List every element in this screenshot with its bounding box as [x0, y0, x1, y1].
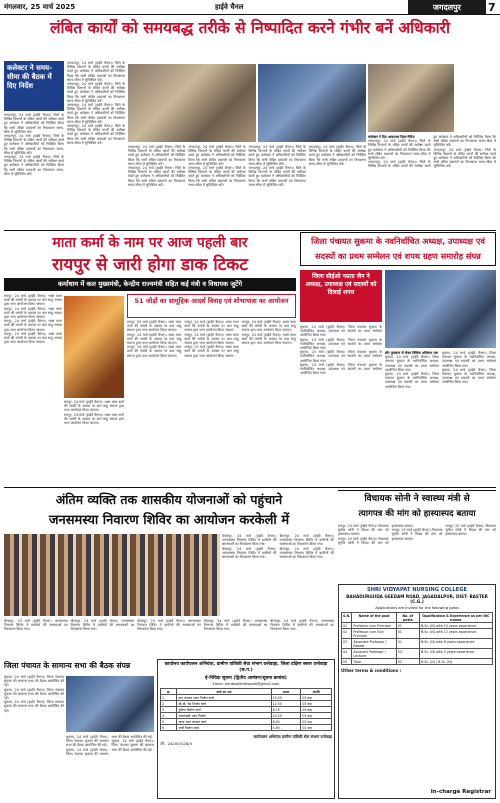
- story2-subhead: कर्माधाम में कल मुख्यमंत्री, केन्द्रीय राज्यमंत्री सहित कई मंत्री व विधायक जुटेंगे: [4, 278, 296, 291]
- story1-photo-3: [368, 64, 454, 132]
- story3-headline-line1: जिला पंचायत सुकमा के नवनिर्वाचित अध्यक्ष, उपाध्यक्ष एवं: [311, 236, 485, 246]
- table-row: 1 ग्राम पंचायत भवन निर्माण कार्य 15.00 03 माह: [161, 695, 332, 701]
- story5-headline-line2: त्यागपत्र की मांग को हास्यास्पद बताया: [358, 509, 476, 519]
- story3-photo: [385, 270, 496, 348]
- page-number: 7: [488, 1, 496, 14]
- story1-photo-2: [258, 64, 366, 142]
- table-header: लागत: [271, 689, 301, 695]
- story6-body-col2: सुकमा, 24 मार्च (हाईवे चैनल)। जिला पंचायत सुकमा की सामान्य सभा की बैठक आयोजित की गई। सुकमा, 24 मार्च (हाईवे चैनल)। जिला पंचायत सुकमा की सामान्य सभा की बैठक आयोजित की गई। सुकमा, 24 मार्च (हाईवे चैनल)। जिला पंचायत सुकमा की सामान्य सभा की बैठक आयोजित की गई।: [66, 735, 154, 756]
- story2-title-line2: रायपुर से जारी होगा डाक टिकट: [52, 255, 248, 275]
- story2-body-col2: रायपुर, 24 मार्च (हाईवे चैनल)। भक्त माता कर्मा की जयंती के अवसर पर कल साहू समाज द्वारा भव्य आयोजन किया जाएगा। रायपुर, 24 मार्च (हाईवे चैनल)। भक्त माता कर्मा की जयंती के अवसर पर कल साहू समाज द्वारा भव्य आयोजन किया जाएगा।: [64, 400, 124, 426]
- table-row: 5 शाला भवन मरम्मत कार्य 6.40 02 माह: [161, 719, 332, 725]
- table-row: 4 आंगनबाड़ी भवन निर्माण 10.20 03 माह: [161, 713, 332, 719]
- edition-city: जगदलपुर: [408, 0, 486, 15]
- story1-body-col1: जगदलपुर, 24 मार्च (हाईवे चैनल)। जिले के विभिन्न विभागों के लंबित कार्यों की समीक्षा करते हुए कलेक्टर ने अधिकारियों को निर्देशित किया कि सभी लंबित प्रकरणों का निराकरण समय-सीमा में सुनिश्चित करें। जगदलपुर, 24 मार्च (हाईवे चैनल)। जिले के विभिन्न विभागों के लंबित कार्यों की समीक्षा करते हुए कलेक्टर ने अधिकारियों को निर्देशित किया कि सभी लंबित प्रकरणों का निराकरण समय-सीमा में सुनिश्चित करें। जगदलपुर, 24 मार्च (हाईवे चैनल)। जिले के विभिन्न विभागों के लंबित कार्यों की समीक्षा करते हुए कलेक्टर ने अधिकारियों को निर्देशित किया कि सभी लंबित प्रकरणों का निराकरण समय-सीमा में सुनिश्चित करें।: [4, 113, 64, 176]
- story2-photo-idol: [64, 296, 124, 398]
- story4-body-bottom: बीजापुर, 24 मार्च (हाईवे चैनल)। जनसमस्या निवारण शिविर में ग्रामीणों की समस्याओं का निराकरण किया गया। बीजापुर, 24 मार्च (हाईवे चैनल)। जनसमस्या निवारण शिविर में ग्रामीणों की समस्याओं का निराकरण किया गया। बीजापुर, 24 मार्च (हाईवे चैनल)। जनसमस्या निवारण शिविर में ग्रामीणों की समस्याओं का निराकरण किया गया। बीजापुर, 24 मार्च (हाईवे चैनल)। जनसमस्या निवारण शिविर में ग्रामीणों की समस्याओं का निराकरण किया गया। बीजापुर, 24 मार्च (हाईवे चैनल)। जनसमस्या निवारण शिविर में ग्रामीणों की समस्याओं का निराकरण किया गया।: [4, 619, 334, 632]
- tender-ref: जी - 24200/128/4: [160, 741, 192, 746]
- ad-notice: Applications are invited for the following posts: [375, 606, 459, 610]
- story3-headline-box: [300, 232, 496, 266]
- ad-college-name: SHRI VIDYAPAT NURSING COLLEGE: [366, 587, 468, 593]
- table-header: Name of the post: [352, 613, 397, 623]
- divider: [4, 230, 496, 231]
- tender-office: कार्यालय कार्यपालन अभियंता, ग्रामीण यांत्रिकी सेवा संभाग दन्तेवाड़ा, जिला दक्षिण बस्तर दन्तेवाड़ा (छ.ग.): [164, 662, 328, 673]
- ad-other-terms: Other terms & conditions :: [341, 668, 402, 673]
- tender-title: ई-निविदा सूचना (द्वितीय आमंत्रण/सूचना क्रमांक): [205, 676, 287, 681]
- ad-posts-table: [341, 612, 493, 665]
- story4-headline-line2: जनसमस्या निवारण शिविर का आयोजन करकेली में: [48, 513, 290, 528]
- story1-body-right: कलेक्टर ने दिए आवश्यक दिशा-निर्देश जगदलपुर, 24 मार्च (हाईवे चैनल)। जिले के विभिन्न विभागों के लंबित कार्यों की समीक्षा करते हुए कलेक्टर ने अधिकारियों को निर्देशित किया कि सभी लंबित प्रकरणों का निराकरण समय-सीमा में सुनिश्चित करें। जगदलपुर, 24 मार्च (हाईवे चैनल)। जिले के विभिन्न विभागों के लंबित कार्यों की समीक्षा करते हुए कलेक्टर ने अधिकारियों को निर्देशित किया कि सभी लंबित प्रकरणों का निराकरण समय-सीमा में सुनिश्चित करें। जगदलपुर, 24 मार्च (हाईवे चैनल)। जिले के विभिन्न विभागों के लंबित कार्यों की समीक्षा करते हुए कलेक्टर ने अधिकारियों को निर्देशित किया कि सभी लंबित प्रकरणों का निराकरण समय-सीमा में सुनिश्चित करें।: [368, 135, 496, 169]
- story1-headline: लंबित कार्यों को समयबद्ध तरीके से निष्पादित करने गंभीर बनें अधिकारी: [49, 19, 450, 37]
- table-row: 02 Professor cum Vice Principal 01 M.Sc. (N) with 12 years experience: [342, 629, 493, 639]
- story1-photo-1: [128, 64, 256, 142]
- table-header: S.N.: [342, 613, 352, 623]
- story6-photo: [66, 676, 154, 732]
- masthead: [0, 0, 500, 15]
- story4-headline-line1: अंतिम व्यक्ति तक शासकीय योजनाओं को पहुंचाने: [55, 492, 283, 507]
- story2-highlight: 51 जोड़ों का सामूहिक आदर्श विवाह एवं शोभायात्रा का आयोजन: [127, 294, 296, 318]
- nursing-college-ad: [338, 584, 496, 799]
- table-row: 3 पुलिया निर्माण कार्य 8.75 04 माह: [161, 707, 332, 713]
- story2-title-line1: माता कर्मा के नाम पर आज पहली बार: [52, 235, 248, 251]
- tender-table: [160, 688, 332, 731]
- tender-email: Email: eerdesdantewada@gmail.com: [212, 682, 280, 686]
- story5-headline-line1: विधायक सोनी ने स्वास्थ्य मंत्री से: [338, 490, 496, 506]
- story1-body-main: जगदलपुर, 24 मार्च (हाईवे चैनल)। जिले के विभिन्न विभागों के लंबित कार्यों की समीक्षा करते हुए कलेक्टर ने अधिकारियों को निर्देशित किया कि सभी लंबित प्रकरणों का निराकरण समय-सीमा में सुनिश्चित करें। जगदलपुर, 24 मार्च (हाईवे चैनल)। जिले के विभिन्न विभागों के लंबित कार्यों की समीक्षा करते हुए कलेक्टर ने अधिकारियों को निर्देशित किया कि सभी लंबित प्रकरणों का निराकरण समय-सीमा में सुनिश्चित करें। जगदलपुर, 24 मार्च (हाईवे चैनल)। जिले के विभिन्न विभागों के लंबित कार्यों की समीक्षा करते हुए कलेक्टर ने अधिकारियों को निर्देशित किया कि सभी लंबित प्रकरणों का निराकरण समय-सीमा में सुनिश्चित करें। जगदलपुर, 24 मार्च (हाईवे चैनल)। जिले के विभिन्न विभागों के लंबित कार्यों की समीक्षा करते हुए कलेक्टर ने अधिकारियों को निर्देशित किया कि सभी लंबित प्रकरणों का निराकरण समय-सीमा में सुनिश्चित करें। जगदलपुर, 24 मार्च (हाईवे चैनल)। जिले के विभिन्न विभागों के लंबित कार्यों की समीक्षा करते हुए कलेक्टर ने अधिकारियों को निर्देशित किया कि सभी लंबित प्रकरणों का निराकरण समय-सीमा में सुनिश्चित करें। जगदलपुर, 24 मार्च (हाईवे चैनल)। जिले के विभिन्न विभागों के लंबित कार्यों की समीक्षा करते हुए कलेक्टर ने अधिकारियों को निर्देशित किया कि सभी लंबित प्रकरणों का निराकरण समय-सीमा में सुनिश्चित करें। जगदलपुर, 24 मार्च (हाईवे चैनल)। जिले के विभिन्न विभागों के लंबित कार्यों की समीक्षा करते हुए कलेक्टर ने अधिकारियों को निर्देशित किया कि सभी लंबित प्रकरणों का निराकरण समय-सीमा में सुनिश्चित करें।: [128, 145, 366, 187]
- story5-body: रायपुर, 25 मार्च (हाईवे चैनल)। विधायक सुनील सोनी ने विपक्ष की मांग को हास्यास्पद बताया। रायपुर, 25 मार्च (हाईवे चैनल)। विधायक सुनील सोनी ने विपक्ष की मांग को हास्यास्पद बताया। रायपुर, 25 मार्च (हाईवे चैनल)। विधायक सुनील सोनी ने विपक्ष की मांग को हास्यास्पद बताया। रायपुर, 25 मार्च (हाईवे चैनल)। विधायक सुनील सोनी ने विपक्ष की मांग को हास्यास्पद बताया।: [338, 524, 496, 545]
- story3-body-col2: सौर पुरस्कार से लेकर विधिक अधिकार तक सुकमा, 24 मार्च (हाईवे चैनल)। जिला पंचायत सुकमा के नवनिर्वाचित अध्यक्ष, उपाध्यक्ष एवं सदस्यों का प्रथम सम्मेलन आयोजित किया गया। सुकमा, 24 मार्च (हाईवे चैनल)। जिला पंचायत सुकमा के नवनिर्वाचित अध्यक्ष, उपाध्यक्ष एवं सदस्यों का प्रथम सम्मेलन आयोजित किया गया। सुकमा, 24 मार्च (हाईवे चैनल)। जिला पंचायत सुकमा के नवनिर्वाचित अध्यक्ष, उपाध्यक्ष एवं सदस्यों का प्रथम सम्मेलन आयोजित किया गया। सुकमा, 24 मार्च (हाईवे चैनल)। जिला पंचायत सुकमा के नवनिर्वाचित अध्यक्ष, उपाध्यक्ष एवं सदस्यों का प्रथम सम्मेलन आयोजित किया गया।: [385, 351, 496, 389]
- ad-signature: In-charge Registrar: [430, 789, 491, 795]
- story4-photo: [4, 534, 220, 616]
- table-row: 05 Tutor 02 M.Sc. (N) / B.Sc. (N): [342, 659, 493, 665]
- tender-signature: कार्यपालन अभियंता ग्रामीण यांत्रिकी सेवा संभाग दन्तेवाड़ा: [253, 734, 332, 739]
- table-header: कार्य का नाम: [177, 689, 271, 695]
- table-row: 2 सी.सी. रोड निर्माण कार्य 12.50 03 माह: [161, 701, 332, 707]
- story6-headline: जिला पंचायत के सामान्य सभा की बैठक संपन्न: [4, 661, 131, 670]
- table-header: क्र.: [161, 689, 177, 695]
- issue-date: मंगलवार, 25 मार्च 2025: [4, 3, 76, 11]
- ad-college-address: BAHADURGUDA GEEDAM ROAD, JAGADALPUR, DIST- BASTER (C.G.): [346, 594, 488, 604]
- table-row: 01 Professor cum Principal 01 M.Sc. (N) with 15 years experience: [342, 623, 493, 629]
- table-row: 6 नाली निर्माण कार्य 4.90 02 माह: [161, 725, 332, 731]
- story3-boxed: जिला सीईओ नम्रता जैन ने अध्यक्ष, उपाध्यक्ष एवं सदस्यों को दिलाई शपथ: [300, 270, 382, 322]
- table-header: Qualification & Experience as per INC norms: [419, 613, 492, 623]
- story4-body-right: बीजापुर, 24 मार्च (हाईवे चैनल)। जनसमस्या निवारण शिविर में ग्रामीणों की समस्याओं का निराकरण किया गया। बीजापुर, 24 मार्च (हाईवे चैनल)। जनसमस्या निवारण शिविर में ग्रामीणों की समस्याओं का निराकरण किया गया। बीजापुर, 24 मार्च (हाईवे चैनल)। जनसमस्या निवारण शिविर में ग्रामीणों की समस्याओं का निराकरण किया गया। बीजापुर, 24 मार्च (हाईवे चैनल)। जनसमस्या निवारण शिविर में ग्रामीणों की समस्याओं का निराकरण किया गया।: [222, 534, 334, 560]
- story1-kicker: कलेक्टर ने समय-सीमा की बैठक में दिए निर्देश: [4, 61, 64, 111]
- story6-body-col1: सुकमा, 24 मार्च (हाईवे चैनल)। जिला पंचायत सुकमा की सामान्य सभा की बैठक आयोजित की गई। सुकमा, 24 मार्च (हाईवे चैनल)। जिला पंचायत सुकमा की सामान्य सभा की बैठक आयोजित की गई। सुकमा, 24 मार्च (हाईवे चैनल)। जिला पंचायत सुकमा की सामान्य सभा की बैठक आयोजित की गई।: [4, 675, 64, 713]
- tender-notice: [157, 659, 335, 799]
- divider: [4, 487, 496, 488]
- story2-body-main: रायपुर, 24 मार्च (हाईवे चैनल)। भक्त माता कर्मा की जयंती के अवसर पर कल साहू समाज द्वारा भव्य आयोजन किया जाएगा। रायपुर, 24 मार्च (हाईवे चैनल)। भक्त माता कर्मा की जयंती के अवसर पर कल साहू समाज द्वारा भव्य आयोजन किया जाएगा। रायपुर, 24 मार्च (हाईवे चैनल)। भक्त माता कर्मा की जयंती के अवसर पर कल साहू समाज द्वारा भव्य आयोजन किया जाएगा। रायपुर, 24 मार्च (हाईवे चैनल)। भक्त माता कर्मा की जयंती के अवसर पर कल साहू समाज द्वारा भव्य आयोजन किया जाएगा। रायपुर, 24 मार्च (हाईवे चैनल)। भक्त माता कर्मा की जयंती के अवसर पर कल साहू समाज द्वारा भव्य आयोजन किया जाएगा। रायपुर, 24 मार्च (हाईवे चैनल)। भक्त माता कर्मा की जयंती के अवसर पर कल साहू समाज द्वारा भव्य आयोजन किया जाएगा। रायपुर, 24 मार्च (हाईवे चैनल)। भक्त माता कर्मा की जयंती के अवसर पर कल साहू समाज द्वारा भव्य आयोजन किया जाएगा। रायपुर, 24 मार्च (हाईवे चैनल)। भक्त माता कर्मा की जयंती के अवसर पर कल साहू समाज द्वारा भव्य आयोजन किया जाएगा।: [127, 320, 296, 358]
- table-row: 03 Associate Professor / Reader 01 M.Sc. (N) with 8 years experience: [342, 639, 493, 649]
- table-header: अवधि: [301, 689, 332, 695]
- story1-body-col2: जगदलपुर, 24 मार्च (हाईवे चैनल)। जिले के विभिन्न विभागों के लंबित कार्यों की समीक्षा करते हुए कलेक्टर ने अधिकारियों को निर्देशित किया कि सभी लंबित प्रकरणों का निराकरण समय-सीमा में सुनिश्चित करें। जगदलपुर, 24 मार्च (हाईवे चैनल)। जिले के विभिन्न विभागों के लंबित कार्यों की समीक्षा करते हुए कलेक्टर ने अधिकारियों को निर्देशित किया कि सभी लंबित प्रकरणों का निराकरण समय-सीमा में सुनिश्चित करें। जगदलपुर, 24 मार्च (हाईवे चैनल)। जिले के विभिन्न विभागों के लंबित कार्यों की समीक्षा करते हुए कलेक्टर ने अधिकारियों को निर्देशित किया कि सभी लंबित प्रकरणों का निराकरण समय-सीमा में सुनिश्चित करें। जगदलपुर, 24 मार्च (हाईवे चैनल)। जिले के विभिन्न विभागों के लंबित कार्यों की समीक्षा करते हुए कलेक्टर ने अधिकारियों को निर्देशित किया कि सभी लंबित प्रकरणों का निराकरण समय-सीमा में सुनिश्चित करें।: [67, 61, 125, 145]
- story2-body-col1: रायपुर, 24 मार्च (हाईवे चैनल)। भक्त माता कर्मा की जयंती के अवसर पर कल साहू समाज द्वारा भव्य आयोजन किया जाएगा। रायपुर, 24 मार्च (हाईवे चैनल)। भक्त माता कर्मा की जयंती के अवसर पर कल साहू समाज द्वारा भव्य आयोजन किया जाएगा। रायपुर, 24 मार्च (हाईवे चैनल)। भक्त माता कर्मा की जयंती के अवसर पर कल साहू समाज द्वारा भव्य आयोजन किया जाएगा। रायपुर, 24 मार्च (हाईवे चैनल)। भक्त माता कर्मा की जयंती के अवसर पर कल साहू समाज द्वारा भव्य आयोजन किया जाएगा।: [4, 294, 62, 345]
- story3-body-col1: सुकमा, 24 मार्च (हाईवे चैनल)। जिला पंचायत सुकमा के नवनिर्वाचित अध्यक्ष, उपाध्यक्ष एवं सदस्यों का प्रथम सम्मेलन आयोजित किया गया। सुकमा, 24 मार्च (हाईवे चैनल)। जिला पंचायत सुकमा के नवनिर्वाचित अध्यक्ष, उपाध्यक्ष एवं सदस्यों का प्रथम सम्मेलन आयोजित किया गया। सुकमा, 24 मार्च (हाईवे चैनल)। जिला पंचायत सुकमा के नवनिर्वाचित अध्यक्ष, उपाध्यक्ष एवं सदस्यों का प्रथम सम्मेलन आयोजित किया गया। सुकमा, 24 मार्च (हाईवे चैनल)। जिला पंचायत सुकमा के नवनिर्वाचित अध्यक्ष, उपाध्यक्ष एवं सदस्यों का प्रथम सम्मेलन आयोजित किया गया।: [300, 325, 382, 376]
- newspaper-name: हाईवे चैनल: [215, 3, 244, 11]
- table-header: No. of posts: [396, 613, 419, 623]
- story3-headline-line2: सदस्यों का प्रथम सम्मेलन एवं शपथ ग्रहण समारोह संपन्न: [315, 251, 481, 261]
- table-row: 04 Assistant Professor / Lecturer 03 M.Sc. (N) with 3 years experience: [342, 649, 493, 659]
